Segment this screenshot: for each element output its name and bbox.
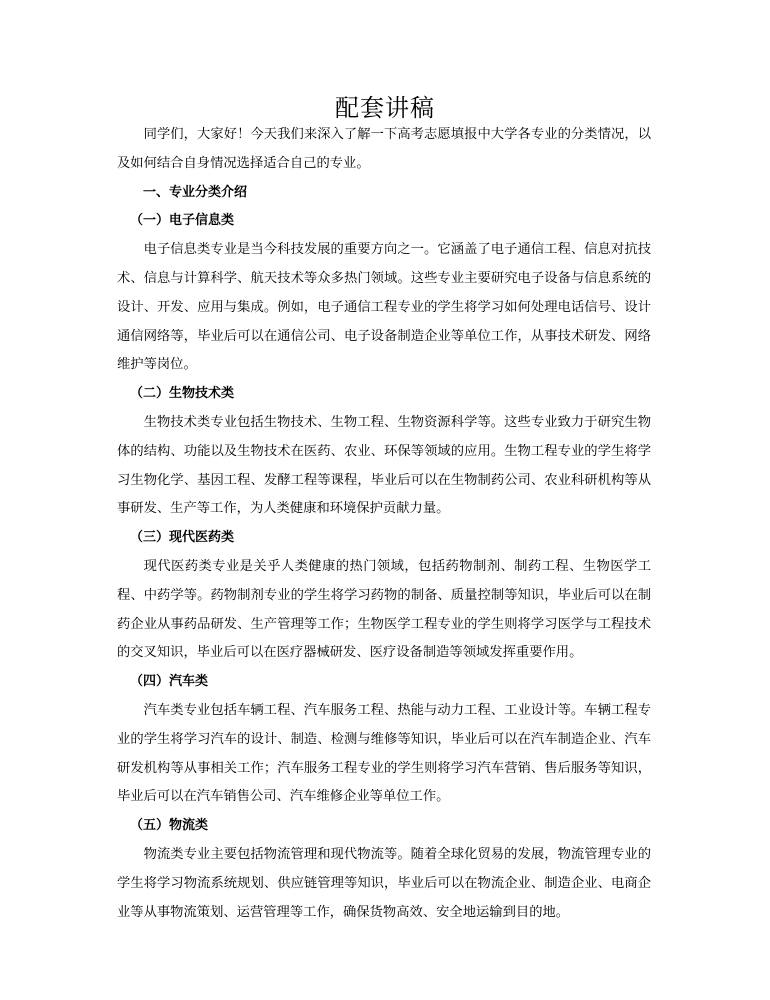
intro-paragraph: 同学们，大家好！今天我们来深入了解一下高考志愿填报中大学各专业的分类情况，以及如何结合自身情况选择适合自己的专业。 bbox=[117, 127, 651, 171]
subsection-heading-biotech: （二）生物技术类 bbox=[130, 386, 235, 402]
paragraph-logistics: 物流类专业主要包括物流管理和现代物流等。随着全球化贸易的发展，物流管理专业的学生将学习物流系统规划、供应链管理等知识，毕业后可以在物流企业、制造企业、电商企业等从事物流策划、运营管理等工作，确保货物高效、安全地运输到目的地。 bbox=[117, 846, 651, 920]
paragraph-electronics: 电子信息类专业是当今科技发展的重要方向之一。它涵盖了电子通信工程、信息对抗技术、信息与计算科学、航天技术等众多热门领域。这些专业主要研究电子设备与信息系统的设计、开发、应用与集成。例如，电子通信工程专业的学生将学习如何处理电话信号、设计通信网络等，毕业后可以在通信公司、电子设备制造企业等单位工作，从事技术研发、网络维护等岗位。 bbox=[117, 242, 651, 373]
paragraph-medicine: 现代医药类专业是关乎人类健康的热门领域，包括药物制剂、制药工程、生物医学工程、中药学等。药物制剂专业的学生将学习药物的制备、质量控制等知识，毕业后可以在制药企业从事药品研发、生产管理等工作；生物医学工程专业的学生则将学习医学与工程技术的交叉知识，毕业后可以在医疗器械研发、医疗设备制造等领域发挥重要作用。 bbox=[117, 558, 651, 661]
section-heading: 一、专业分类介绍 bbox=[143, 184, 248, 200]
subsection-heading-medicine: （三）现代医药类 bbox=[130, 530, 235, 546]
paragraph-biotech: 生物技术类专业包括生物技术、生物工程、生物资源科学等。这些专业致力于研究生物体的结构、功能以及生物技术在医药、农业、环保等领域的应用。生物工程专业的学生将学习生物化学、基因工程、发酵工程等课程，毕业后可以在生物制药公司、农业科研机构等从事研发、生产等工作，为人类健康和环境保护贡献力量。 bbox=[117, 414, 651, 517]
subsection-heading-electronics: （一）电子信息类 bbox=[130, 213, 235, 229]
subsection-heading-automotive: （四）汽车类 bbox=[130, 674, 209, 690]
page-title: 配套讲稿 bbox=[335, 94, 435, 122]
document-body bbox=[117, 121, 651, 927]
subsection-heading-logistics: （五）物流类 bbox=[130, 818, 209, 834]
paragraph-automotive: 汽车类专业包括车辆工程、汽车服务工程、热能与动力工程、工业设计等。车辆工程专业的学生将学习汽车的设计、制造、检测与维修等知识，毕业后可以在汽车制造企业、汽车研发机构等从事相关工作；汽车服务工程专业的学生则将学习汽车营销、售后服务等知识，毕业后可以在汽车销售公司、汽车维修企业等单位工作。 bbox=[117, 702, 651, 805]
